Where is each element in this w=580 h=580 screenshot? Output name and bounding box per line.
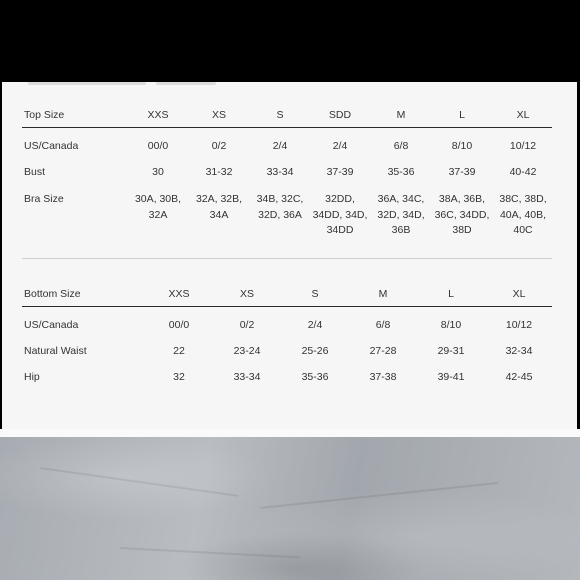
size-value: 10/12	[505, 319, 533, 331]
size-value: 30	[152, 166, 164, 178]
row-label: US/Canada	[24, 140, 79, 152]
size-value: 42-45	[505, 371, 533, 383]
size-value: 27-28	[369, 345, 397, 357]
size-value: 38A, 36B, 36C, 34DD, 38D	[434, 193, 490, 236]
size-value: 34B, 32C, 32D, 36A	[256, 193, 304, 221]
size-value: 37-38	[369, 371, 397, 383]
size-value: 31-32	[205, 166, 233, 178]
size-header: XXS	[147, 109, 169, 121]
size-value: 2/4	[332, 140, 348, 152]
size-value: 6/8	[393, 140, 409, 152]
size-value: 0/2	[211, 140, 227, 152]
divider-strip	[0, 429, 580, 437]
size-header: XS	[211, 109, 227, 121]
header-rule	[22, 306, 552, 307]
size-value: 33-34	[233, 371, 261, 383]
size-value: 29-31	[437, 345, 465, 357]
size-value: 32	[173, 371, 185, 383]
size-value: 30A, 30B, 32A	[134, 193, 182, 221]
size-header: S	[311, 288, 319, 300]
size-header: S	[276, 109, 284, 121]
size-header: M	[378, 288, 388, 300]
fabric-fold	[260, 482, 499, 509]
header-label: Top Size	[24, 109, 65, 121]
row-label: Natural Waist	[24, 345, 87, 357]
size-value: 39-41	[437, 371, 465, 383]
size-value: 8/10	[451, 140, 473, 152]
size-value: 32-34	[505, 345, 533, 357]
size-header: XL	[516, 109, 530, 121]
size-value: 37-39	[326, 166, 354, 178]
size-header: L	[459, 109, 465, 121]
size-value: 00/0	[168, 319, 190, 331]
size-value: 38C, 38D, 40A, 40B, 40C	[499, 193, 547, 236]
fabric-photo	[0, 437, 580, 580]
size-value: 40-42	[509, 166, 537, 178]
row-label: Bust	[24, 166, 46, 178]
size-value: 23-24	[233, 345, 261, 357]
row-label: Hip	[24, 371, 40, 383]
size-value: 10/12	[509, 140, 537, 152]
row-label: Bra Size	[24, 193, 64, 205]
size-value: 6/8	[375, 319, 391, 331]
fabric-fold	[40, 467, 238, 497]
header-label: Bottom Size	[24, 288, 81, 300]
size-value: 35-36	[301, 371, 329, 383]
size-value: 35-36	[387, 166, 415, 178]
size-value: 22	[173, 345, 185, 357]
fabric-fold	[120, 547, 300, 558]
row-label: US/Canada	[24, 319, 79, 331]
size-header: SDD	[328, 109, 352, 121]
size-value: 36A, 34C, 32D, 34D, 36B	[377, 193, 425, 236]
size-value: 32A, 32B, 34A	[195, 193, 243, 221]
size-value: 32DD, 34DD, 34D, 34DD	[312, 193, 368, 236]
size-value: 0/2	[239, 319, 255, 331]
size-header: L	[448, 288, 454, 300]
size-value: 33-34	[266, 166, 294, 178]
size-header: XS	[239, 288, 255, 300]
size-header: M	[396, 109, 406, 121]
size-value: 25-26	[301, 345, 329, 357]
size-value: 37-39	[448, 166, 476, 178]
size-header: XXS	[168, 288, 190, 300]
size-value: 2/4	[272, 140, 288, 152]
size-header: XL	[512, 288, 526, 300]
size-value: 2/4	[307, 319, 323, 331]
size-value: 8/10	[440, 319, 462, 331]
size-value: 00/0	[147, 140, 169, 152]
